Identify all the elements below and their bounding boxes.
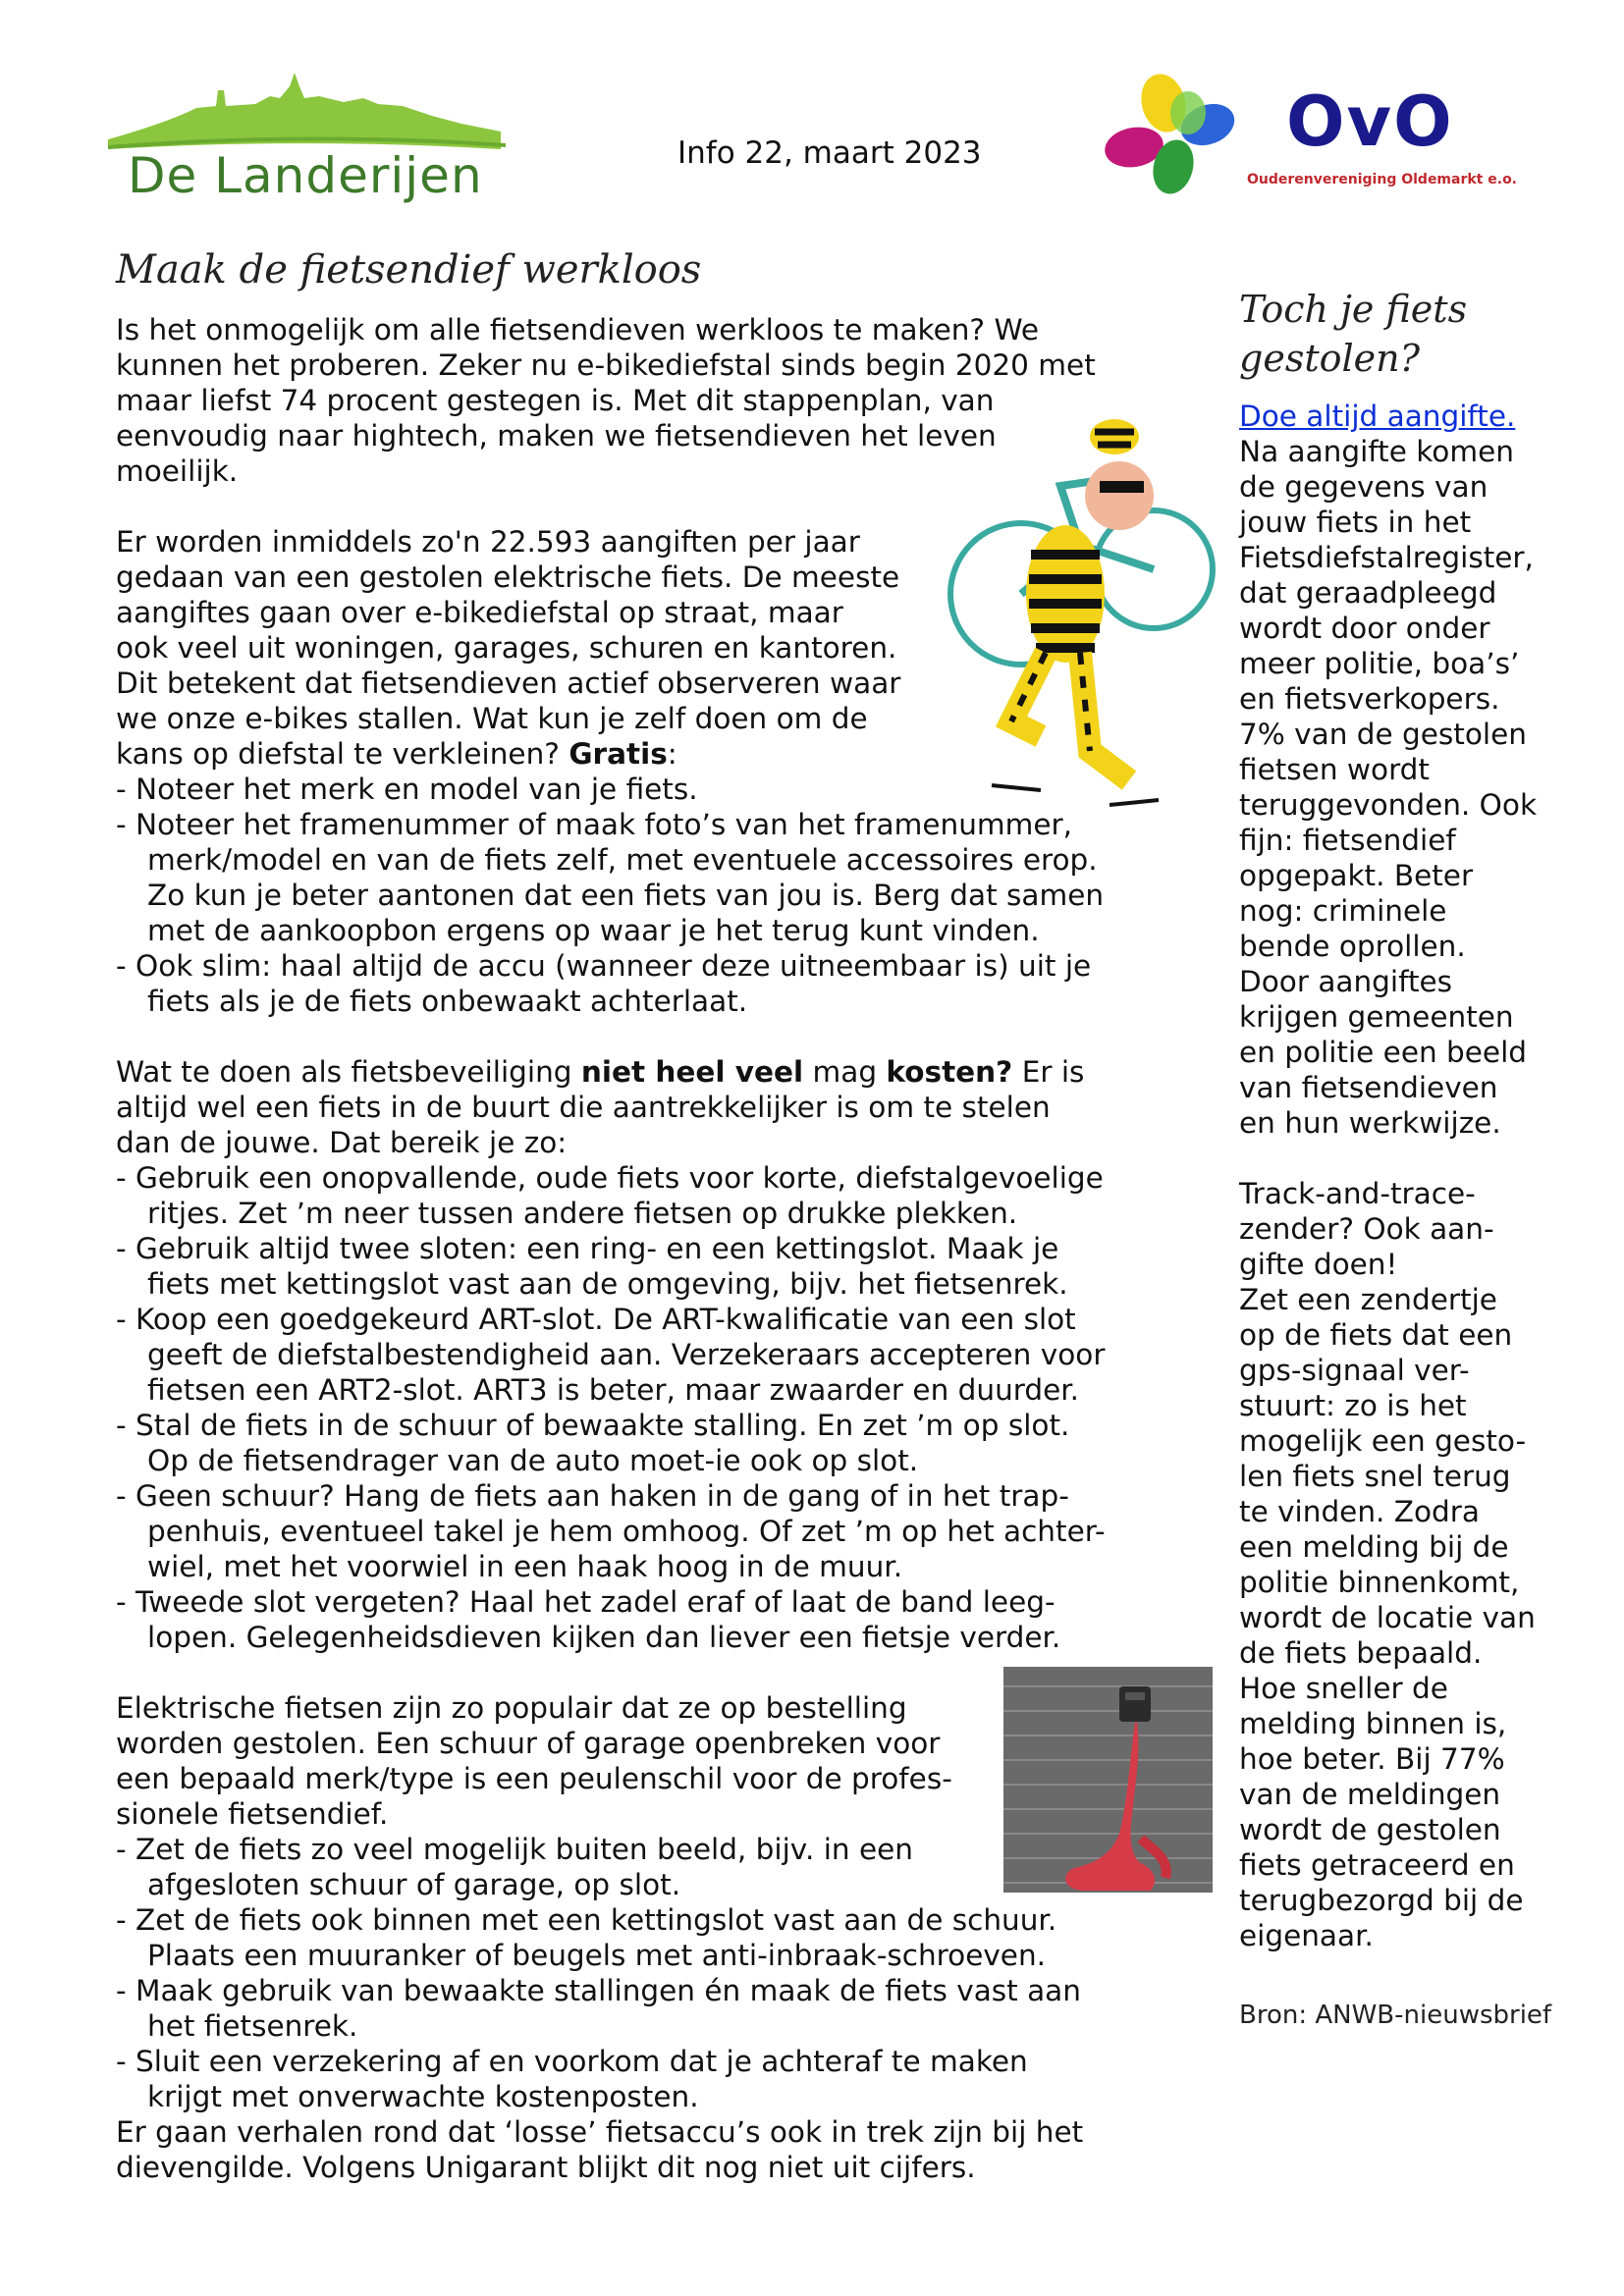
article-line: dan de jouwe. Dat bereik je zo: [116,1126,568,1159]
sidebar-line: wordt de gestolen [1239,1813,1501,1846]
source-note: Bron: ANWB-nieuwsbrief [1239,2001,1552,2030]
sidebar-line: Fietsdiefstalregister, [1239,541,1534,574]
article-bullet: - Sluit een verzekering af en voorkom dat je achteraf te maken [116,2045,1028,2078]
article-bullet: - Zet de fiets ook binnen met een kettingslot vast aan de schuur. [116,1903,1057,1937]
article-line: penhuis, eventueel takel je hem omhoog. Of zet ’m op het achter- [147,1515,1106,1548]
article-line: krijgt met onverwachte kostenposten. [147,2080,699,2113]
article-line: moeilijk. [116,454,239,488]
sidebar-line: politie binnenkomt, [1239,1566,1520,1599]
article-bullet: - Noteer het framenummer of maak foto’s van het framenummer, [116,808,1073,841]
article-line: eenvoudig naar hightech, maken we fietsendieven het leven [116,419,997,453]
sidebar-line: jouw fiets in het [1239,506,1472,539]
sidebar-line: te vinden. Zodra [1239,1495,1480,1528]
sidebar-line: de gegevens van [1239,470,1489,504]
sidebar-line: stuurt: zo is het [1239,1389,1467,1422]
article-line: Dit betekent dat fietsendieven actief observeren waar [116,667,901,700]
article-line: Er worden inmiddels zo'n 22.593 aangiften per jaar [116,525,860,559]
sidebar-line: op de fiets dat een [1239,1318,1513,1352]
article-line: aangiftes gaan over e-bikediefstal op straat, maar [116,596,843,629]
article-line: fietsen een ART2-slot. ART3 is beter, maar zwaarder en duurder. [147,1373,1080,1407]
article-line: Op de fietsendrager van de auto moet-ie ook op slot. [147,1444,919,1477]
sidebar-line: gps-signaal ver- [1239,1354,1470,1387]
article-bullet: - Ook slim: haal altijd de accu (wanneer deze uitneembaar is) uit je [116,949,1092,983]
logo-wordmark: De Landerijen [128,147,483,204]
article-line: fiets als je de fiets onbewaakt achterlaat. [147,985,748,1018]
article-line: wiel, met het voorwiel in een haak hoog in de muur. [147,1550,903,1583]
sidebar-line: zender? Ook aan- [1239,1212,1494,1246]
bold-emphasis: niet heel veel [580,1055,804,1089]
article-line: Zo kun je beter aantonen dat een fiets van jou is. Berg dat samen [147,879,1105,912]
article-line: maar liefst 74 procent gestegen is. Met dit stappenplan, van [116,384,995,417]
sidebar-line: van de meldingen [1239,1778,1501,1811]
article-line: merk/model en van de fiets zelf, met eventuele accessoires erop. [147,843,1098,877]
sidebar-line: fijn: fietsendief [1239,824,1456,857]
article-bullet: - Noteer het merk en model van je fiets. [116,773,698,806]
article-line: worden gestolen. Een schuur of garage openbreken voor [116,1727,941,1760]
sidebar-line: fietsen wordt [1239,753,1430,786]
article-line: afgesloten schuur of garage, op slot. [147,1868,681,1901]
sidebar-line: en hun werkwijze. [1239,1106,1501,1140]
sidebar-title: Toch je fiets gestolen? [1239,288,1468,380]
ovo-subtitle: Ouderenvereniging Oldemarkt e.o. [1247,172,1518,187]
ovo-logo [1100,74,1532,201]
issue-info: Info 22, maart 2023 [677,135,982,171]
sidebar-line: hoe beter. Bij 77% [1239,1742,1505,1776]
sidebar-line: wordt de locatie van [1239,1601,1536,1634]
article-line: dievengilde. Volgens Unigarant blijkt dit nog niet uit cijfers. [116,2151,976,2184]
sidebar-line: nog: criminele [1239,894,1447,928]
bold-emphasis: kosten? [886,1055,1013,1089]
bicycle-thief-illustration [933,398,1218,815]
sidebar-line: van fietsendieven [1239,1071,1498,1104]
village-skyline-icon [108,69,511,157]
chain-lock-photo [1003,1667,1213,1893]
article-line: ook veel uit woningen, garages, schuren en kantoren. [116,631,897,665]
sidebar-line: krijgen gemeenten [1239,1000,1514,1034]
article-bullet: - Geen schuur? Hang de fiets aan haken in de gang of in het trap- [116,1479,1069,1513]
sidebar-line: eigenaar. [1239,1919,1374,1952]
sidebar-line: Track-and-trace- [1239,1177,1476,1210]
sidebar-line: meer politie, boa’s’ [1239,647,1520,680]
article-line: met de aankoopbon ergens op waar je het terug kunt vinden. [147,914,1040,947]
article-line: fiets met kettingslot vast aan de omgeving, bijv. het fietsenrek. [147,1267,1068,1301]
sidebar-line: Zet een zendertje [1239,1283,1497,1316]
article-bullet: - Gebruik altijd twee sloten: een ring- en een kettingslot. Maak je [116,1232,1059,1265]
sidebar-line: een melding bij de [1239,1530,1509,1564]
sidebar-line: fiets getraceerd en [1239,1848,1515,1882]
sidebar-line: de fiets bepaald. [1239,1636,1483,1670]
article-line: Er gaan verhalen rond dat ‘losse’ fietsaccu’s ook in trek zijn bij het [116,2115,1084,2149]
sidebar-line: terugbezorgd bij de [1239,1884,1524,1917]
sidebar-line: melding binnen is, [1239,1707,1507,1740]
ovo-wordmark: OvO [1286,81,1454,162]
article-line: Plaats een muuranker of beugels met anti-inbraak-schroeven. [147,1939,1047,1972]
de-landerijen-logo [108,69,511,216]
article-line: kunnen het proberen. Zeker nu e-bikediefstal sinds begin 2020 met [116,348,1096,382]
article-line: geeft de diefstalbestendigheid aan. Verzekeraars accepteren voor [147,1338,1106,1371]
article-bullet: - Koop een goedgekeurd ART-slot. De ART-kwalificatie van een slot [116,1303,1076,1336]
article-line: een bepaald merk/type is een peulenschil voor de profes- [116,1762,952,1795]
sidebar-line: 7% van de gestolen [1239,718,1527,751]
sidebar-line: Hoe sneller de [1239,1672,1448,1705]
article-line: ritjes. Zet ’m neer tussen andere fietsen op drukke plekken. [147,1197,1018,1230]
article-bullet: - Tweede slot vergeten? Haal het zadel eraf of laat de band leeg- [116,1585,1056,1619]
article-bullet: - Maak gebruik van bewaakte stallingen én maak de fiets vast aan [116,1974,1081,2007]
colored-petals-icon [1100,74,1247,201]
article-line: kans op diefstal te verkleinen? Gratis: [116,737,677,771]
sidebar-line: mogelijk een gesto- [1239,1424,1527,1458]
article-line: we onze e-bikes stallen. Wat kun je zelf doen om de [116,702,868,735]
sidebar-line: bende oprollen. [1239,930,1466,963]
article-line: Is het onmogelijk om alle fietsendieven werkloos te maken? We [116,313,1040,347]
article-bullet: - Zet de fiets zo veel mogelijk buiten beeld, bijv. in een [116,1833,913,1866]
article-title: Maak de fietsendief werkloos [116,247,702,293]
sidebar-line: dat geraadpleegd [1239,576,1497,610]
article-line: altijd wel een fiets in de buurt die aantrekkelijker is om te stelen [116,1091,1051,1124]
report-link[interactable] [1239,399,1515,434]
article-line: gedaan van een gestolen elektrische fiets. De meeste [116,561,900,594]
article-bullet: - Stal de fiets in de schuur of bewaakte stalling. En zet ’m op slot. [116,1409,1070,1442]
sidebar-line: en politie een beeld [1239,1036,1527,1069]
article-line: lopen. Gelegenheidsdieven kijken dan liever een fietsje verder. [147,1621,1061,1654]
sidebar-line: teruggevonden. Ook [1239,788,1538,822]
report-link-text[interactable]: Doe altijd aangifte. [1239,400,1516,433]
bold-emphasis: Gratis [568,737,668,771]
article-line: sionele fietsendief. [116,1797,389,1831]
article-bullet: - Gebruik een onopvallende, oude fiets voor korte, diefstalgevoelige [116,1161,1104,1195]
sidebar-line: wordt door onder [1239,612,1490,645]
sidebar-line: en fietsverkopers. [1239,682,1500,716]
sidebar-line: Na aangifte komen [1239,435,1514,468]
sidebar-line: len fiets snel terug [1239,1460,1511,1493]
sidebar-line: opgepakt. Beter [1239,859,1474,892]
article-line: het fietsenrek. [147,2009,358,2043]
sidebar-line: gifte doen! [1239,1248,1398,1281]
sidebar-line: Door aangiftes [1239,965,1453,998]
article-line: Elektrische fietsen zijn zo populair dat ze op bestelling [116,1691,907,1725]
article-line: Wat te doen als fietsbeveiliging niet heel veel mag kosten? Er is [116,1055,1085,1089]
